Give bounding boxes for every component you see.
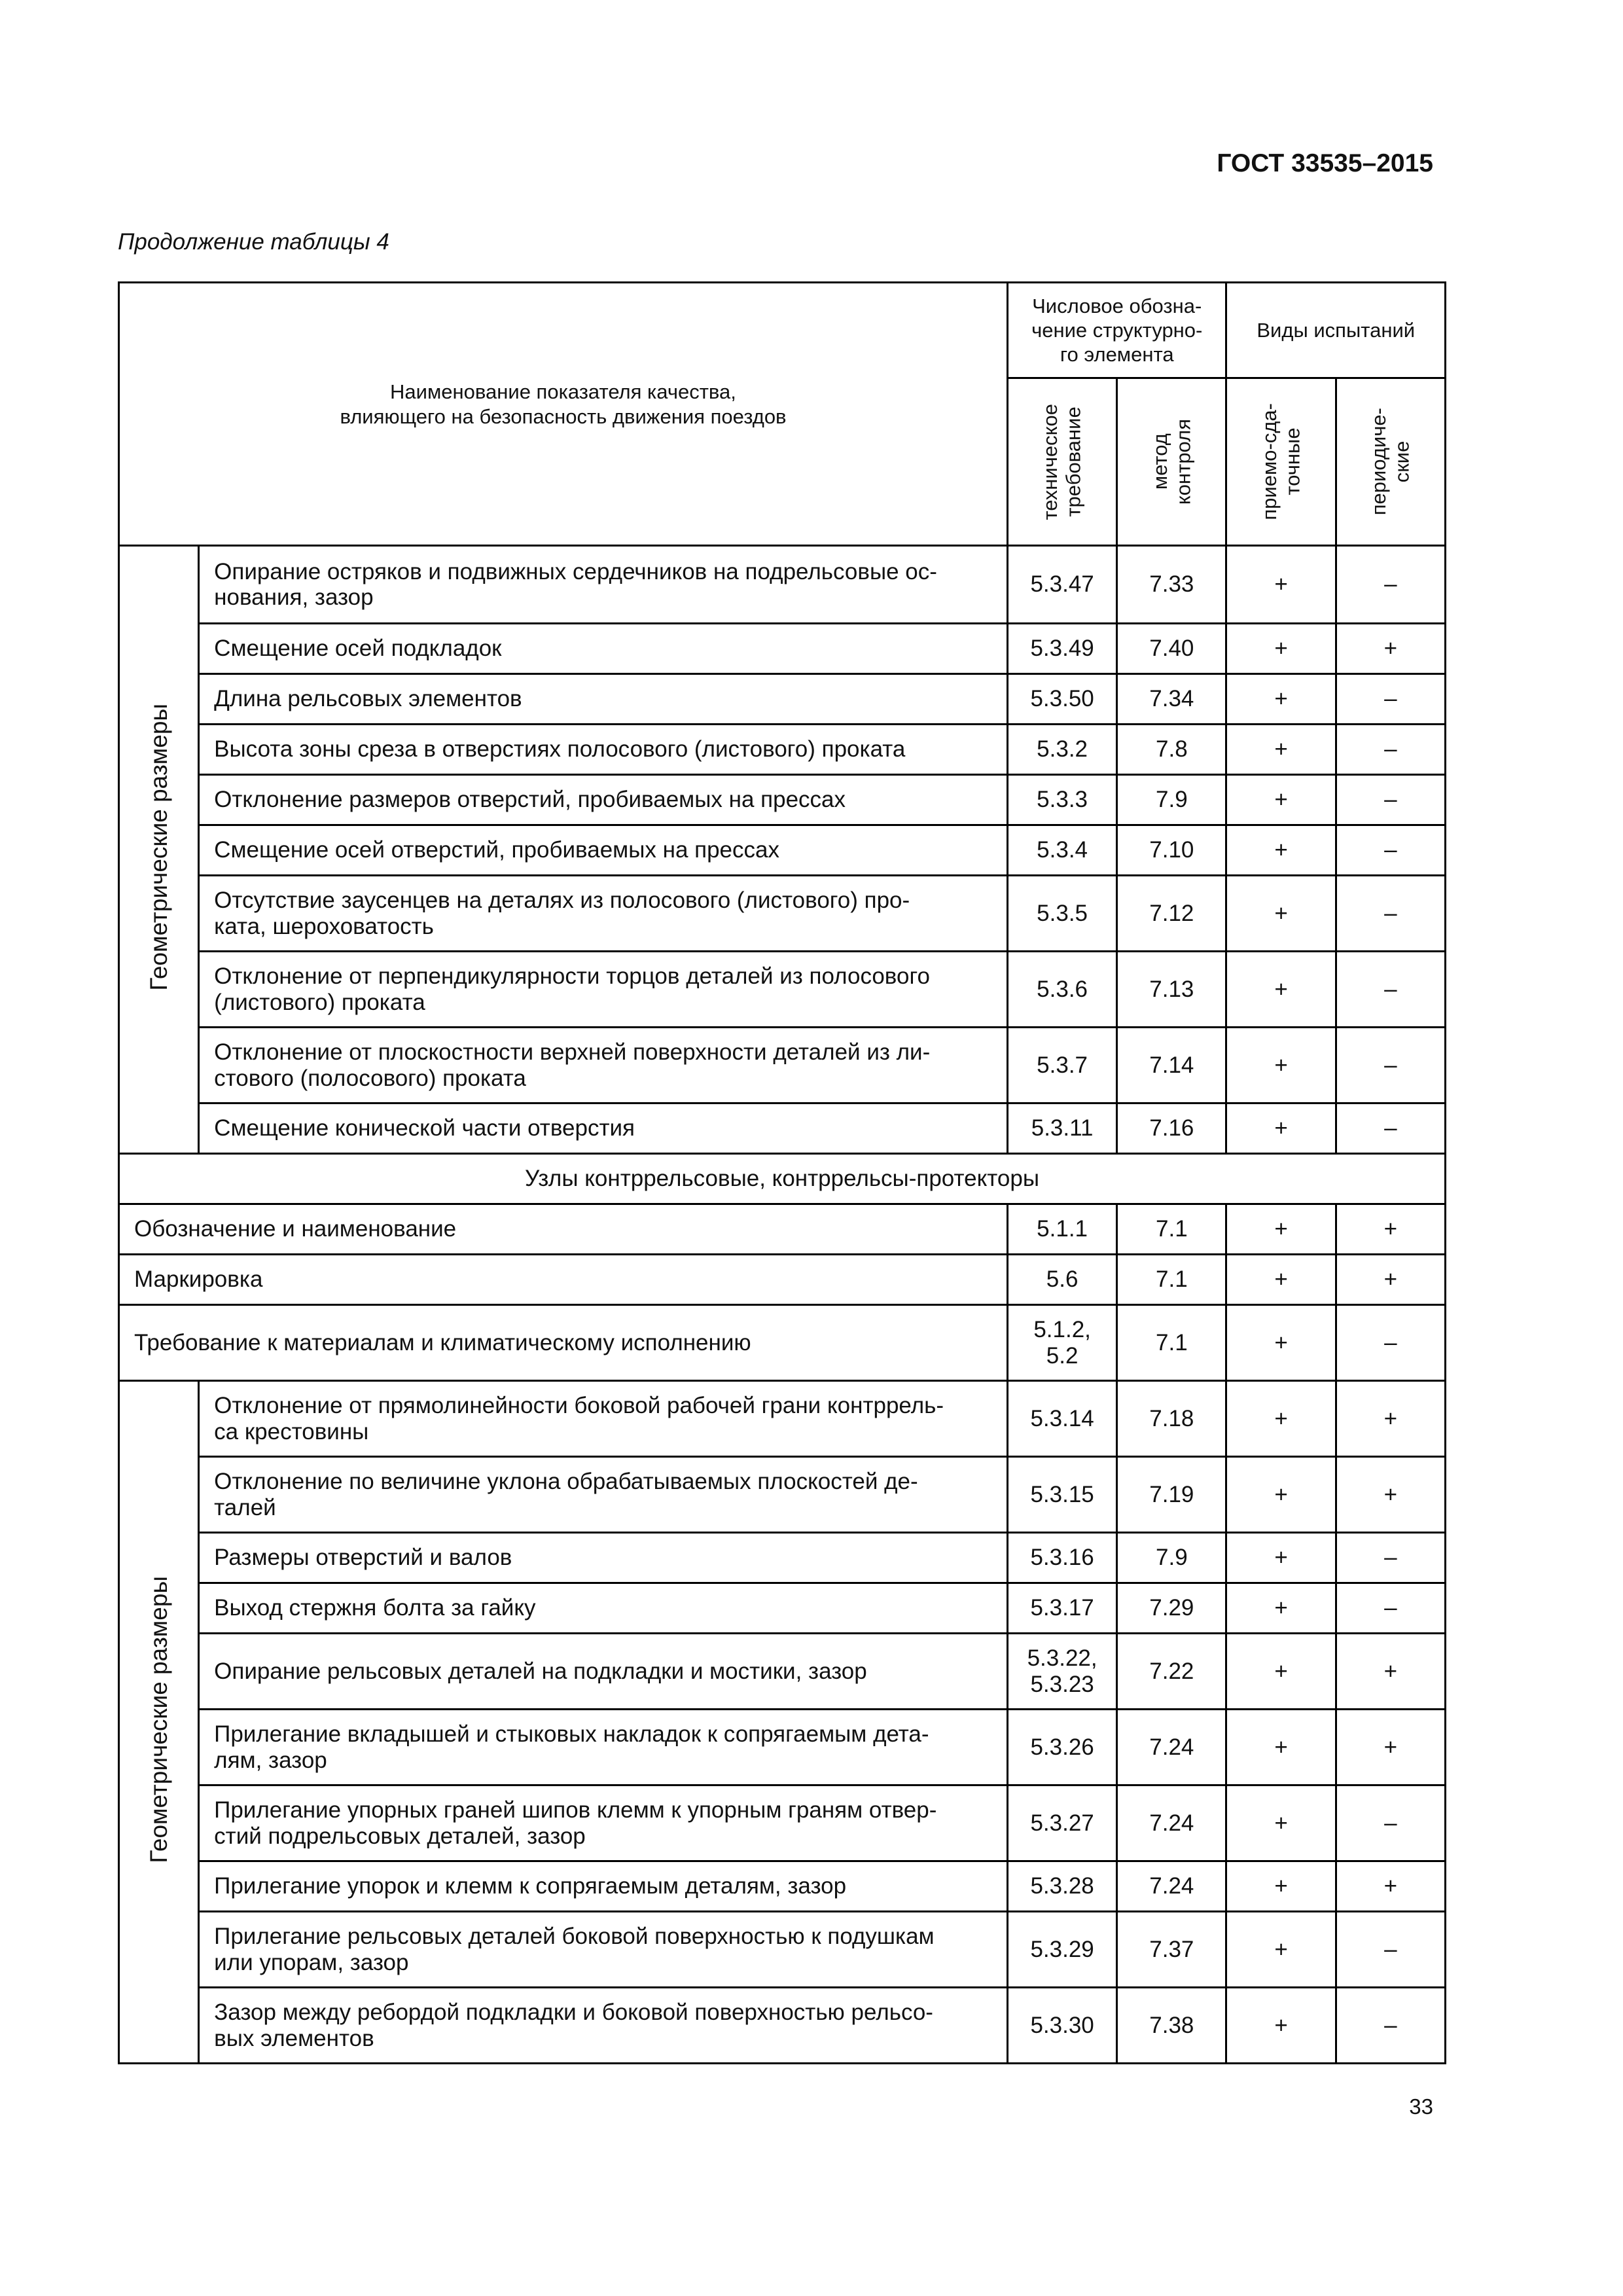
technical-requirement-cell: 5.3.2 xyxy=(1007,725,1116,775)
indicator-name: Выход стержня болта за гайку xyxy=(199,1583,1008,1634)
periodic-test-cell: – xyxy=(1336,775,1445,825)
acceptance-test-cell: + xyxy=(1226,546,1336,624)
quality-indicators-table xyxy=(118,281,1446,2064)
table-row xyxy=(119,825,1446,876)
technical-requirement-cell: 5.1.1 xyxy=(1007,1204,1116,1255)
table-row xyxy=(119,1533,1446,1583)
group-label-cell xyxy=(119,1381,199,2064)
periodic-test-cell: + xyxy=(1336,1710,1445,1785)
acceptance-test-cell: + xyxy=(1226,1457,1336,1533)
acceptance-test-cell: + xyxy=(1226,624,1336,674)
control-method-cell: 7.34 xyxy=(1117,674,1226,725)
periodic-test-cell: + xyxy=(1336,1634,1445,1710)
technical-requirement-cell: 5.3.50 xyxy=(1007,674,1116,725)
periodic-test-cell: – xyxy=(1336,952,1445,1028)
acceptance-test-cell: + xyxy=(1226,1912,1336,1988)
technical-requirement-cell: 5.3.47 xyxy=(1007,546,1116,624)
technical-requirement-cell: 5.3.4 xyxy=(1007,825,1116,876)
indicator-name: Отсутствие заусенцев на деталях из полосового (листового) про- ката, шероховатость xyxy=(199,876,1008,952)
table-row xyxy=(119,1103,1446,1154)
acceptance-test-cell: + xyxy=(1226,825,1336,876)
periodic-test-cell: + xyxy=(1336,1861,1445,1912)
table-row xyxy=(119,1861,1446,1912)
periodic-test-cell: – xyxy=(1336,1103,1445,1154)
acceptance-test-cell: + xyxy=(1226,1785,1336,1861)
periodic-test-cell: – xyxy=(1336,876,1445,952)
header-structural-element xyxy=(1007,283,1226,378)
header-acceptance-tests xyxy=(1226,378,1336,546)
control-method-cell: 7.9 xyxy=(1117,775,1226,825)
section-title: Узлы контррельсовые, контррельсы-протекторы xyxy=(119,1154,1446,1204)
indicator-name: Отклонение размеров отверстий, пробиваемых на прессах xyxy=(199,775,1008,825)
header-acceptance-tests-text: приемо-сда- точные xyxy=(1257,403,1304,520)
control-method-cell: 7.33 xyxy=(1117,546,1226,624)
control-method-cell: 7.40 xyxy=(1117,624,1226,674)
table-row xyxy=(119,1204,1446,1255)
page-number: 33 xyxy=(1409,2094,1433,2119)
indicator-name: Отклонение от перпендикулярности торцов деталей из полосового (листового) проката xyxy=(199,952,1008,1028)
technical-requirement-cell: 5.3.16 xyxy=(1007,1533,1116,1583)
indicator-name: Опирание остряков и подвижных сердечников на подрельсовые ос- нования, зазор xyxy=(199,546,1008,624)
group-label-cell xyxy=(119,546,199,1154)
table-row xyxy=(119,725,1446,775)
periodic-test-cell: – xyxy=(1336,1028,1445,1103)
table-row xyxy=(119,1381,1446,1457)
acceptance-test-cell: + xyxy=(1226,1988,1336,2064)
table-row xyxy=(119,1710,1446,1785)
header-test-types-text: Виды испытаний xyxy=(1257,318,1416,342)
acceptance-test-cell: + xyxy=(1226,876,1336,952)
control-method-cell: 7.19 xyxy=(1117,1457,1226,1533)
acceptance-test-cell: + xyxy=(1226,1710,1336,1785)
table-row xyxy=(119,1583,1446,1634)
periodic-test-cell: + xyxy=(1336,624,1445,674)
header-technical-requirement xyxy=(1007,378,1116,546)
table-row xyxy=(119,876,1446,952)
indicator-name: Прилегание рельсовых деталей боковой поверхностью к подушкам или упорам, зазор xyxy=(199,1912,1008,1988)
indicator-name: Смещение осей отверстий, пробиваемых на прессах xyxy=(199,825,1008,876)
indicator-name: Размеры отверстий и валов xyxy=(199,1533,1008,1583)
indicator-name: Длина рельсовых элементов xyxy=(199,674,1008,725)
table-row xyxy=(119,624,1446,674)
acceptance-test-cell: + xyxy=(1226,1634,1336,1710)
control-method-cell: 7.22 xyxy=(1117,1634,1226,1710)
header-control-method-text: метод контроля xyxy=(1148,418,1195,505)
control-method-cell: 7.10 xyxy=(1117,825,1226,876)
indicator-name: Отклонение по величине уклона обрабатываемых плоскостей де- талей xyxy=(199,1457,1008,1533)
control-method-cell: 7.1 xyxy=(1117,1255,1226,1305)
table-caption: Продолжение таблицы 4 xyxy=(118,229,389,255)
periodic-test-cell: – xyxy=(1336,1583,1445,1634)
indicator-name: Смещение конической части отверстия xyxy=(199,1103,1008,1154)
periodic-test-cell: – xyxy=(1336,725,1445,775)
technical-requirement-cell: 5.6 xyxy=(1007,1255,1116,1305)
control-method-cell: 7.24 xyxy=(1117,1710,1226,1785)
control-method-cell: 7.18 xyxy=(1117,1381,1226,1457)
header-indicator-name-text: Наименование показателя качества, влияющего на безопасность движения поездов xyxy=(340,380,787,428)
indicator-name: Опирание рельсовых деталей на подкладки и мостики, зазор xyxy=(199,1634,1008,1710)
acceptance-test-cell: + xyxy=(1226,1204,1336,1255)
table-row xyxy=(119,775,1446,825)
technical-requirement-cell: 5.3.15 xyxy=(1007,1457,1116,1533)
document-code: ГОСТ 33535–2015 xyxy=(1217,149,1433,177)
indicator-name: Высота зоны среза в отверстиях полосового (листового) проката xyxy=(199,725,1008,775)
technical-requirement-cell: 5.1.2, 5.2 xyxy=(1007,1305,1116,1381)
periodic-test-cell: – xyxy=(1336,825,1445,876)
acceptance-test-cell: + xyxy=(1226,1583,1336,1634)
control-method-cell: 7.12 xyxy=(1117,876,1226,952)
periodic-test-cell: – xyxy=(1336,1912,1445,1988)
control-method-cell: 7.1 xyxy=(1117,1204,1226,1255)
acceptance-test-cell: + xyxy=(1226,1861,1336,1912)
header-periodic-tests-text: периодиче- ские xyxy=(1367,408,1414,516)
technical-requirement-cell: 5.3.49 xyxy=(1007,624,1116,674)
control-method-cell: 7.24 xyxy=(1117,1861,1226,1912)
indicator-name: Прилегание вкладышей и стыковых накладок к сопрягаемым дета- лям, зазор xyxy=(199,1710,1008,1785)
acceptance-test-cell: + xyxy=(1226,674,1336,725)
header-indicator-name xyxy=(119,283,1008,546)
periodic-test-cell: + xyxy=(1336,1204,1445,1255)
technical-requirement-cell: 5.3.11 xyxy=(1007,1103,1116,1154)
header-periodic-tests xyxy=(1336,378,1445,546)
acceptance-test-cell: + xyxy=(1226,1103,1336,1154)
control-method-cell: 7.14 xyxy=(1117,1028,1226,1103)
acceptance-test-cell: + xyxy=(1226,1533,1336,1583)
periodic-test-cell: + xyxy=(1336,1457,1445,1533)
periodic-test-cell: – xyxy=(1336,674,1445,725)
control-method-cell: 7.29 xyxy=(1117,1583,1226,1634)
indicator-name: Маркировка xyxy=(119,1255,1008,1305)
table-row xyxy=(119,1255,1446,1305)
indicator-name: Смещение осей подкладок xyxy=(199,624,1008,674)
table-row xyxy=(119,1028,1446,1103)
table-row xyxy=(119,1457,1446,1533)
acceptance-test-cell: + xyxy=(1226,775,1336,825)
control-method-cell: 7.38 xyxy=(1117,1988,1226,2064)
technical-requirement-cell: 5.3.30 xyxy=(1007,1988,1116,2064)
group-label: Геометрические размеры xyxy=(145,1575,172,1863)
periodic-test-cell: – xyxy=(1336,1988,1445,2064)
technical-requirement-cell: 5.3.17 xyxy=(1007,1583,1116,1634)
periodic-test-cell: – xyxy=(1336,1785,1445,1861)
header-structural-element-text: Числовое обозна- чение структурно- го элемента xyxy=(1031,294,1203,367)
indicator-name: Отклонение от плоскостности верхней поверхности деталей из ли- стового (полосового) проката xyxy=(199,1028,1008,1103)
table-row xyxy=(119,1305,1446,1381)
technical-requirement-cell: 5.3.28 xyxy=(1007,1861,1116,1912)
table-row xyxy=(119,674,1446,725)
section-header-row xyxy=(119,1154,1446,1204)
technical-requirement-cell: 5.3.29 xyxy=(1007,1912,1116,1988)
header-technical-requirement-text: техническое требование xyxy=(1039,403,1086,520)
control-method-cell: 7.24 xyxy=(1117,1785,1226,1861)
control-method-cell: 7.9 xyxy=(1117,1533,1226,1583)
technical-requirement-cell: 5.3.14 xyxy=(1007,1381,1116,1457)
header-control-method xyxy=(1117,378,1226,546)
technical-requirement-cell: 5.3.7 xyxy=(1007,1028,1116,1103)
table-row xyxy=(119,546,1446,624)
indicator-name: Отклонение от прямолинейности боковой рабочей грани контррель- са крестовины xyxy=(199,1381,1008,1457)
acceptance-test-cell: + xyxy=(1226,1381,1336,1457)
indicator-name: Требование к материалам и климатическому исполнению xyxy=(119,1305,1008,1381)
control-method-cell: 7.1 xyxy=(1117,1305,1226,1381)
technical-requirement-cell: 5.3.27 xyxy=(1007,1785,1116,1861)
periodic-test-cell: + xyxy=(1336,1255,1445,1305)
indicator-name: Обозначение и наименование xyxy=(119,1204,1008,1255)
table-row xyxy=(119,1912,1446,1988)
technical-requirement-cell: 5.3.26 xyxy=(1007,1710,1116,1785)
acceptance-test-cell: + xyxy=(1226,725,1336,775)
table-row xyxy=(119,1988,1446,2064)
group-label: Геометрические размеры xyxy=(145,703,172,991)
technical-requirement-cell: 5.3.3 xyxy=(1007,775,1116,825)
technical-requirement-cell: 5.3.22, 5.3.23 xyxy=(1007,1634,1116,1710)
header-test-types xyxy=(1226,283,1446,378)
periodic-test-cell: – xyxy=(1336,1533,1445,1583)
technical-requirement-cell: 5.3.6 xyxy=(1007,952,1116,1028)
indicator-name: Прилегание упорок и клемм к сопрягаемым деталям, зазор xyxy=(199,1861,1008,1912)
acceptance-test-cell: + xyxy=(1226,1305,1336,1381)
technical-requirement-cell: 5.3.5 xyxy=(1007,876,1116,952)
periodic-test-cell: – xyxy=(1336,1305,1445,1381)
indicator-name: Прилегание упорных граней шипов клемм к упорным граням отвер- стий подрельсовых деталей, зазор xyxy=(199,1785,1008,1861)
indicator-name: Зазор между ребордой подкладки и боковой поверхностью рельсо- вых элементов xyxy=(199,1988,1008,2064)
acceptance-test-cell: + xyxy=(1226,1255,1336,1305)
acceptance-test-cell: + xyxy=(1226,952,1336,1028)
control-method-cell: 7.16 xyxy=(1117,1103,1226,1154)
table-row xyxy=(119,1634,1446,1710)
acceptance-test-cell: + xyxy=(1226,1028,1336,1103)
periodic-test-cell: + xyxy=(1336,1381,1445,1457)
control-method-cell: 7.13 xyxy=(1117,952,1226,1028)
table-row xyxy=(119,952,1446,1028)
control-method-cell: 7.37 xyxy=(1117,1912,1226,1988)
control-method-cell: 7.8 xyxy=(1117,725,1226,775)
periodic-test-cell: – xyxy=(1336,546,1445,624)
table-row xyxy=(119,1785,1446,1861)
